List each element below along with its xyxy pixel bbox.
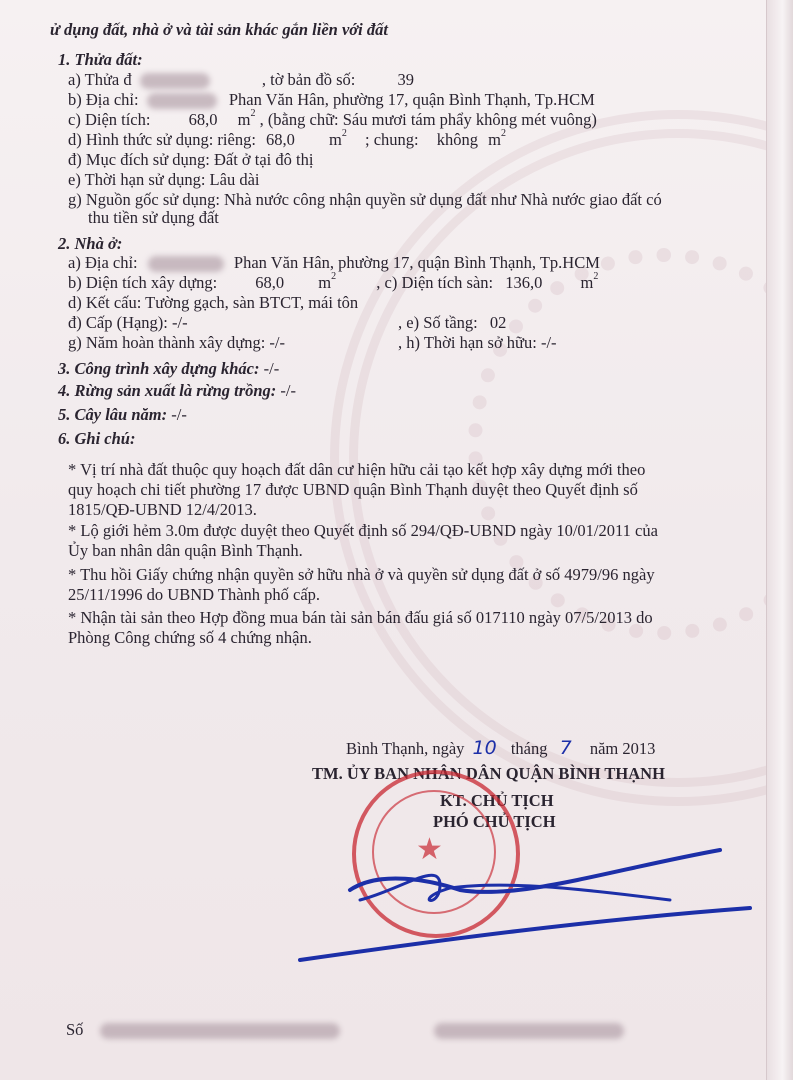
sign-month-label: tháng xyxy=(510,739,548,758)
page-edge xyxy=(766,0,793,1080)
note-line: * Vị trí nhà đất thuộc quy hoạch đất dân cư hiện hữu cải tạo kết hợp xây dựng mới theo xyxy=(68,460,646,479)
land-e-row: e) Thời hạn sử dụng: Lâu dài xyxy=(68,170,260,189)
land-d-common: không xyxy=(436,130,478,149)
land-d-common-label: ; chung: xyxy=(365,130,419,149)
land-c-label: c) Diện tích: xyxy=(68,110,151,129)
land-a-map-label: , tờ bản đồ số: xyxy=(261,70,356,89)
emblem-watermark xyxy=(330,110,793,806)
house-c-label: , c) Diện tích sàn: xyxy=(376,273,494,292)
house-b-value: 68,0 xyxy=(255,273,285,292)
house-b-row: b) Diện tích xây dựng: 68,0 $m^2$ , c) Diện tích sàn: 136,0 $m^2$ xyxy=(68,271,599,292)
section-3-heading: 3. Công trình xây dựng khác: xyxy=(58,359,260,378)
house-e-value: 02 xyxy=(489,313,507,332)
section-5-row xyxy=(58,405,187,425)
redacted-block xyxy=(100,1023,340,1039)
land-c-value: 68,0 xyxy=(188,110,218,129)
note-line: * Nhận tài sản theo Hợp đồng mua bán tài sản bán đấu giá số 017110 ngày 07/5/2013 do xyxy=(68,608,653,627)
house-a-value: Phan Văn Hân, phường 17, quận Bình Thạnh, Tp.HCM xyxy=(233,253,600,272)
note-line: Phòng Công chứng số 4 chứng nhận. xyxy=(68,628,312,647)
house-dd-row xyxy=(68,313,188,333)
land-d-unit: m xyxy=(329,130,342,149)
land-b-row xyxy=(68,90,595,110)
land-c-words: , (bằng chữ: Sáu mươi tám phẩy không mét vuông) xyxy=(259,110,597,129)
house-dd-label: đ) Cấp (Hạng): -/- xyxy=(68,313,188,332)
house-g-row: g) Năm hoàn thành xây dựng: -/- xyxy=(68,333,285,352)
house-e-row xyxy=(398,313,506,333)
seal-star-icon: ★ xyxy=(416,833,443,866)
sign-org: TM. ỦY BAN NHÂN DÂN QUẬN BÌNH THẠNH xyxy=(312,764,665,783)
land-d-row: d) Hình thức sử dụng: riêng: 68,0 $m^2$ ; chung: không $m^2$ xyxy=(68,128,506,149)
land-b-value: Phan Văn Hân, phường 17, quận Bình Thạnh, Tp.HCM xyxy=(228,90,595,109)
section-3-row xyxy=(58,359,279,379)
section-4-value: -/- xyxy=(280,381,296,400)
land-g-row-1: g) Nguồn gốc sử dụng: Nhà nước công nhận quyền sử dụng đất như Nhà nước giao đất có xyxy=(68,190,662,209)
land-a-row xyxy=(68,70,414,90)
note-line: 1815/QĐ-UBND 12/4/2013. xyxy=(68,500,257,519)
land-g-row-2: thu tiền sử dụng đất xyxy=(88,208,219,227)
land-b-label: b) Địa chỉ: xyxy=(68,90,139,109)
house-a-label: a) Địa chỉ: xyxy=(68,253,138,272)
land-a-map-no: 39 xyxy=(397,70,415,89)
land-a-label: a) Thửa đ xyxy=(68,70,132,89)
house-c-unit: m xyxy=(580,273,594,292)
sign-place: Bình Thạnh, ngày xyxy=(346,739,465,758)
land-c-row: c) Diện tích: 68,0 $m^2$ , (bằng chữ: Sáu mươi tám phẩy không mét vuông) xyxy=(68,108,597,129)
land-d-unit2: m xyxy=(488,130,501,149)
land-dd-row: đ) Mục đích sử dụng: Đất ở tại đô thị xyxy=(68,150,314,169)
footer-so-row xyxy=(66,1020,624,1040)
redacted-block xyxy=(148,256,224,272)
house-h-row: , h) Thời hạn sở hữu: -/- xyxy=(398,333,557,352)
house-a-row xyxy=(68,253,600,273)
land-heading: 1. Thửa đất: xyxy=(58,50,143,69)
sign-year: năm 2013 xyxy=(589,739,656,758)
house-b-unit: m xyxy=(318,273,332,292)
section-5-heading: 5. Cây lâu năm: xyxy=(58,405,168,424)
house-d-row: d) Kết cấu: Tường gạch, sàn BTCT, mái tôn xyxy=(68,293,359,312)
footer-so-label: Số xyxy=(66,1020,84,1039)
note-line: Ủy ban nhân dân quận Bình Thạnh. xyxy=(68,541,303,560)
sign-month: 7 xyxy=(559,737,572,759)
land-d-label: d) Hình thức sử dụng: riêng: xyxy=(68,130,256,149)
house-c-value: 136,0 xyxy=(505,273,543,292)
section-3-value: -/- xyxy=(263,359,280,378)
house-b-label: b) Diện tích xây dựng: xyxy=(68,273,218,292)
note-line: * Thu hồi Giấy chứng nhận quyền sở hữu nhà ở và quyền sử dụng đất ở số 4979/96 ngày xyxy=(68,565,655,584)
redacted-block xyxy=(434,1023,624,1039)
note-line: * Lộ giới hẻm 3.0m được duyệt theo Quyết định số 294/QĐ-UBND ngày 10/01/2011 của xyxy=(68,521,658,540)
sign-day: 10 xyxy=(472,737,497,759)
note-line: quy hoạch chi tiết phường 17 được UBND quận Bình Thạnh duyệt theo Quyết định số xyxy=(68,480,638,499)
section-4-row xyxy=(58,381,296,401)
land-d-private: 68,0 xyxy=(266,130,295,149)
section-5-value: -/- xyxy=(171,405,187,424)
handwritten-signature xyxy=(290,830,770,980)
house-e-label: , e) Số tầng: xyxy=(398,313,478,332)
sign-date-row xyxy=(346,738,655,759)
house-heading: 2. Nhà ở: xyxy=(58,234,123,253)
land-c-unit: m xyxy=(237,110,251,129)
section-4-heading: 4. Rừng sản xuất là rừng trồng: xyxy=(58,381,277,400)
note-line: 25/11/1996 do UBND Thành phố cấp. xyxy=(68,585,321,604)
sign-role-1: KT. CHỦ TỊCH xyxy=(440,791,554,810)
page-header: ử dụng đất, nhà ở và tài sản khác gắn liền với đất xyxy=(50,20,388,39)
redacted-block xyxy=(140,73,210,89)
sign-role-2: PHÓ CHỦ TỊCH xyxy=(433,812,556,831)
redacted-block xyxy=(147,93,217,109)
section-6-heading: 6. Ghi chú: xyxy=(58,429,136,448)
